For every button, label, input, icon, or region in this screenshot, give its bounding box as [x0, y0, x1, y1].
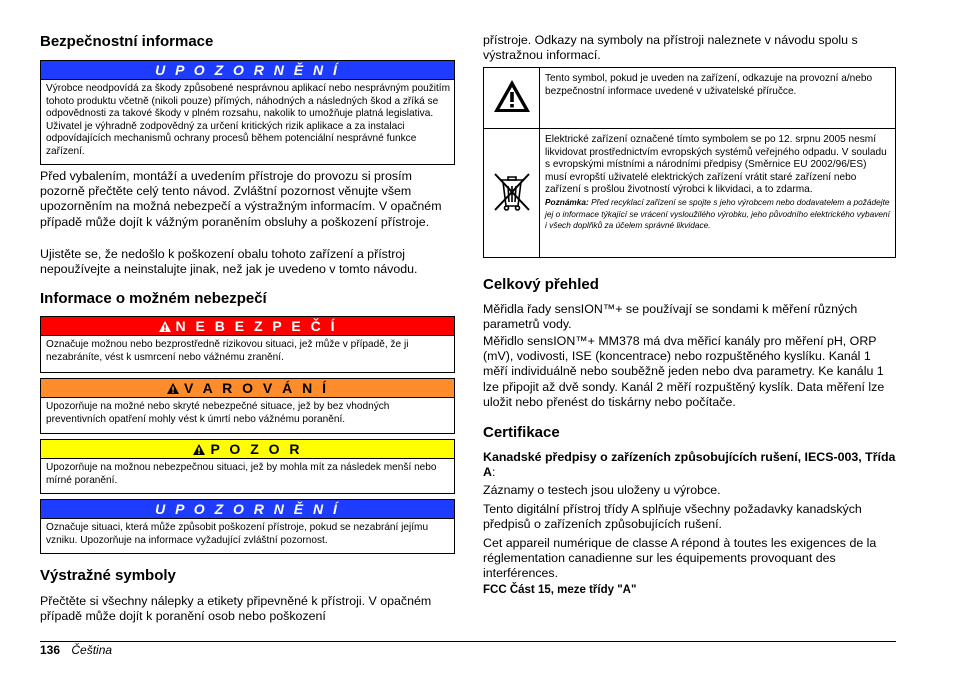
paragraph-overview-1: Měřidla řady sensION™+ se používají se sondami k měření různých parametrů vody. [483, 302, 858, 332]
warning-label: V A R O V Á N Í [183, 380, 330, 396]
notice-header: U P O Z O R N Ě N Í [41, 61, 454, 80]
note-label: Poznámka: [545, 196, 589, 207]
cert-colon: : [491, 465, 496, 480]
symbol-cell [484, 68, 540, 129]
warning-triangle-icon [166, 382, 180, 395]
danger-label: N E B E Z P E Č Í [175, 318, 338, 334]
paragraph-intro: Před vybalením, montáží a uvedením přístroje do provozu si prosím pozorně přečtěte celý tento návod. Zvláštní pozornost věnujte všem upozorněním na možná nebezpečí a výstražným informacím. V opačném případě může dojít k vážným poraněním obsluhy a poškození přístroje. [40, 169, 442, 229]
notice-box [40, 60, 455, 165]
paragraph-continued: přístroje. Odkazy na symboly na přístroji naleznete v návodu spolu s výstražnou informací. [483, 33, 858, 63]
warning-text: Upozorňuje na možné nebo skryté nebezpečné situace, jež by bez vhodných preventivních opatření mohly vést k úmrtí nebo vážnému poranění. [46, 401, 390, 425]
weee-note [545, 197, 891, 232]
cert-subheading [483, 450, 896, 480]
caution-text: Upozorňuje na možnou nebezpečnou situaci, jež by mohla mít za následek menší nebo mírné poranění. [46, 462, 437, 486]
footer [40, 643, 112, 657]
caution-box [40, 439, 455, 494]
paragraph-symbols: Přečtěte si všechny nálepky a etikety připevněné k přístroji. V opačném případě může dojít k poranění osob nebo poškození [40, 594, 432, 624]
warning-header [41, 379, 454, 398]
heading-symbols: Výstražné symboly [40, 567, 176, 584]
symbols-table [483, 67, 896, 258]
warning-triangle-icon [158, 320, 172, 333]
caution-label: P O Z O R [210, 441, 303, 457]
cert-title: Kanadské předpisy o zařízeních způsobujících rušení, IECS-003, Třída A [483, 450, 896, 480]
notice-box-2 [40, 499, 455, 554]
heading-overview: Celkový přehled [483, 276, 599, 293]
symbol-description [540, 129, 896, 258]
paragraph-packaging: Ujistěte se, že nedošlo k poškození obalu tohoto zařízení a přístroj nepoužívejte a neinstalujte jinak, než jak je uvedeno v tomto návodu. [40, 247, 418, 277]
symbol-cell [484, 129, 540, 258]
notice-text-2: Označuje situaci, která může způsobit poškození přístroje, pokud se nezabrání jejímu vzniku. Upozorňuje na informace vyžadující zvláštní pozornost. [46, 522, 429, 546]
warning-box [40, 378, 455, 434]
weee-bin-icon [489, 168, 535, 214]
notice-text: Výrobce neodpovídá za škody způsobené nesprávnou aplikací nebo nesprávným použitím tohoto produktu včetně (nikoli pouze) přímých, náhodných a následných škod a zříká se odpovědnosti za takové škody v plném rozsahu, nakolik to umožňuje platná legislativa. Uživatel je výhradně zodpovědný za určení kritických rizik aplikace a za instalaci odpovídajících mechanismů ochrany procesů během potenciální nesprávné funkce zařízení. [46, 83, 451, 157]
paragraph-cert-1: Záznamy o testech jsou uloženy u výrobce. [483, 483, 721, 497]
symbol-description: Tento symbol, pokud je uveden na zařízení, odkazuje na provozní a/nebo bezpečnostní informace uvedené v uživatelské příručce. [540, 68, 896, 129]
note-text: Před recyklací zařízení se spojte s jeho výrobcem nebo dodavatelem a požádejte jej o informace týkající se vrácení vysloužilého výrobku, jeho původního elektrického vybavení i všech doplňků za účelem správné likvidace. [545, 196, 890, 231]
fcc-heading: FCC Část 15, meze třídy "A" [483, 584, 637, 596]
footer-language: Čeština [71, 643, 113, 657]
heading-certification: Certifikace [483, 424, 560, 441]
heading-safety: Bezpečnostní informace [40, 33, 214, 50]
heading-hazard: Informace o možném nebezpečí [40, 290, 267, 307]
paragraph-cert-2: Tento digitální přístroj třídy A splňuje všechny požadavky kanadských předpisů o zařízeních způsobujících rušení. [483, 502, 862, 532]
weee-text: Elektrické zařízení označené tímto symbolem se po 12. srpnu 2005 nesmí likvidovat prostřednictvím evropských systémů veřejného odpadu. V souladu s evropskými místními a národními předpisy (Směrnice EU 2002/96/ES) musí evropští uživatelé elektrických zařízení vrátit staré zařízení nebo zařízení s prošlou životností výrobci k likvidaci, a to zdarma. [545, 134, 887, 196]
table-row [484, 68, 896, 129]
footer-divider [40, 641, 896, 642]
table-row [484, 129, 896, 258]
danger-box [40, 316, 455, 373]
paragraph-overview-2: Měřidlo sensION™+ MM378 má dva měřicí kanály pro měření pH, ORP (mV), vodivosti, ISE (koncentrace) nebo rozpuštěného kyslíku. Kanál 1 měří individuálně nebo souběžně jeden nebo dva parametry. Ke kanálu 1 lze připojit až dvě sondy. Kanál 2 měří rozpuštěný kyslík. Data měření lze uložit nebo přenést do tiskárny nebo počítače. [483, 334, 885, 409]
paragraph-cert-3: Cet appareil numérique de classe A répond à toutes les exigences de la réglementation canadienne sur les équipements provoquant des interférences. [483, 536, 877, 581]
danger-text: Označuje možnou nebo bezprostředně rizikovou situaci, jež může v případě, že ji nezabráníte, vést k usmrcení nebo vážnému zranění. [46, 339, 409, 363]
danger-header [41, 317, 454, 336]
notice-header-2: U P O Z O R N Ě N Í [41, 500, 454, 519]
page-number: 136 [40, 643, 61, 657]
warning-triangle-icon [192, 443, 206, 456]
general-warning-icon [492, 78, 532, 114]
caution-header [41, 440, 454, 459]
